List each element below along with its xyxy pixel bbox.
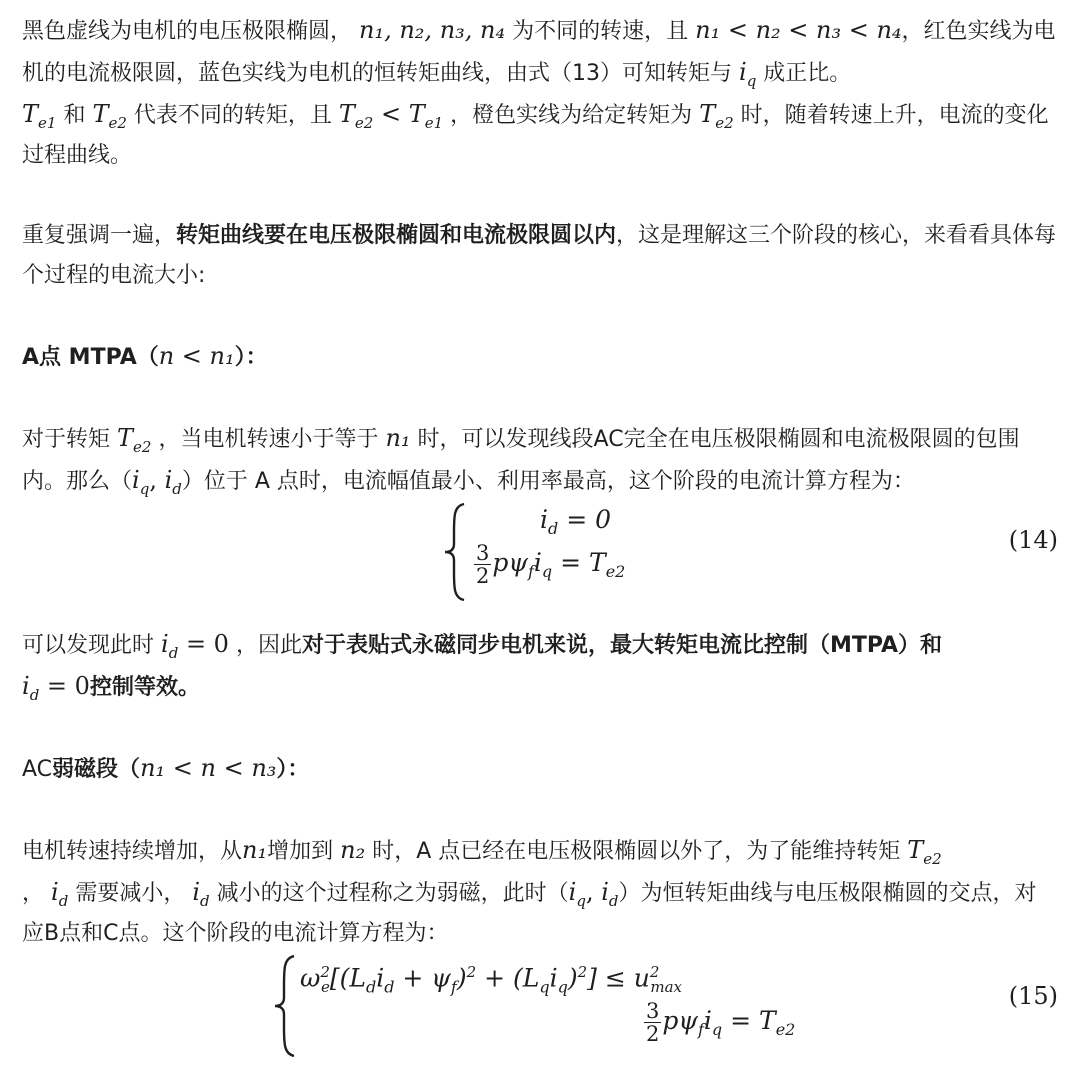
bold-text: 对于表贴式永磁同步电机来说，最大转矩电流比控制（MTPA）和 — [301, 633, 943, 658]
left-brace — [442, 502, 468, 602]
text: 增加到 — [267, 839, 334, 864]
math-te2: $T_{e2}$ — [699, 100, 734, 132]
equation-number: (14) — [1008, 526, 1058, 554]
math-iq-id: $i_q$, $i_d$ — [568, 878, 619, 910]
text: 对于转矩 — [22, 427, 111, 452]
math-condition: n < n₁ — [158, 342, 235, 370]
text: ，这是理解这三个阶段的核心，来看看具体每个过程的电流大小: — [22, 223, 1057, 288]
section-heading-mtpa: A点 MTPA（n < n₁）： — [22, 342, 268, 370]
text: ）位于 A 点时，电流幅值最小、利用率最高，这个阶段的电流计算方程为： — [181, 469, 915, 494]
equation-14 — [22, 502, 1058, 602]
bold-text: 转矩曲线要在电压极限椭圆和电流极限圆以内 — [176, 223, 617, 248]
equation-14-line-2: $\frac{3}{2}$ $p\psi_fi_q = T_{e2}$ — [476, 541, 626, 588]
text: 黑色虚线为电机的电压极限椭圆， — [22, 19, 353, 44]
weakening-paragraph — [22, 830, 1058, 954]
math-id-zero: $i_d = 0$ — [22, 672, 90, 704]
text: ，橙色实线为给定转矩为 — [450, 103, 693, 128]
text: 和 — [63, 103, 86, 128]
math-speeds: n₁, n₂, n₃, n₄ — [359, 16, 506, 44]
text: 重复强调一遍， — [22, 223, 177, 248]
text: 成正比。 — [763, 61, 852, 86]
text: 可以发现此时 — [22, 633, 155, 658]
fraction: $\frac{3}{2}$ — [476, 541, 490, 588]
text: 为不同的转速，且 — [512, 19, 689, 44]
text: 电机转速持续增加，从 — [22, 839, 243, 864]
emphasis-paragraph — [22, 216, 1058, 296]
equation-15-line-1: $\omega^2_e[(L_di_d + \psi_f)^2 + (L_qi_q)^2] \le u^2_{max}$ — [300, 963, 683, 997]
text: 需要减小， — [75, 881, 186, 906]
mtpa-paragraph — [22, 418, 1058, 502]
left-brace — [272, 954, 298, 1058]
section-heading-weakening: AC弱磁段（n₁ < n < n₃）： — [22, 754, 310, 782]
math-speed-order: n₁ < n₂ < n₃ < n₄ — [695, 16, 902, 44]
text: 时，随着转速上升，电流的变化过程曲线。 — [22, 103, 1049, 168]
math-te1: $T_{e1}$ — [22, 100, 57, 132]
text: ，当电机转速小于等于 — [158, 427, 379, 452]
math-id: $i_d$ — [51, 878, 69, 910]
equation-14-line-1: $i_d = 0$ — [540, 505, 611, 538]
math-iq: $i_q$ — [739, 58, 757, 90]
text: 时，A 点已经在电压极限椭圆以外了，为了能维持转矩 — [372, 839, 901, 864]
text: ，因此 — [235, 633, 302, 658]
equation-number: (15) — [1008, 982, 1058, 1010]
math-condition: n₁ < n < n₃ — [140, 754, 277, 782]
math-te2: $T_{e2}$ — [92, 100, 127, 132]
math-id-zero: $i_d = 0$ — [161, 630, 229, 662]
math-iq-id: $i_q$, $i_d$ — [132, 466, 182, 498]
equation-15-line-2: $\frac{3}{2}$ $p\psi_fi_q = T_{e2}$ — [646, 999, 796, 1046]
article-body — [22, 10, 1058, 1058]
math-n2: n₂ — [340, 836, 366, 864]
bold-text: 控制等效。 — [89, 675, 200, 700]
math-te2: $T_{e2}$ — [117, 424, 152, 456]
equivalence-paragraph — [22, 624, 1058, 708]
intro-paragraph — [22, 10, 1058, 176]
math-id: $i_d$ — [192, 878, 210, 910]
math-te2: $T_{e2}$ — [907, 836, 942, 868]
text: ， — [22, 881, 45, 906]
math-torque-order: $T_{e2} < T_{e1}$ — [338, 100, 444, 132]
text: ，红色实线为电机的电流极限圆，蓝色实线为电机的恒转矩曲线，由式（13）可知转矩与 — [22, 19, 1056, 86]
math-n1: n₁ — [242, 836, 268, 864]
math-n1: n₁ — [385, 424, 411, 452]
equation-15 — [22, 954, 1058, 1058]
text: 时，可以发现线段AC完全在电压极限椭圆和电流极限圆的包围内。那么（ — [22, 427, 1020, 494]
text: ）为恒转矩曲线与电压极限椭圆的交点，对应B点和C点。这个阶段的电流计算方程为： — [22, 881, 1037, 946]
text: 减小的这个过程称之为弱磁，此时（ — [216, 881, 569, 906]
text: 代表不同的转矩，且 — [133, 103, 332, 128]
fraction: $\frac{3}{2}$ — [646, 999, 660, 1046]
